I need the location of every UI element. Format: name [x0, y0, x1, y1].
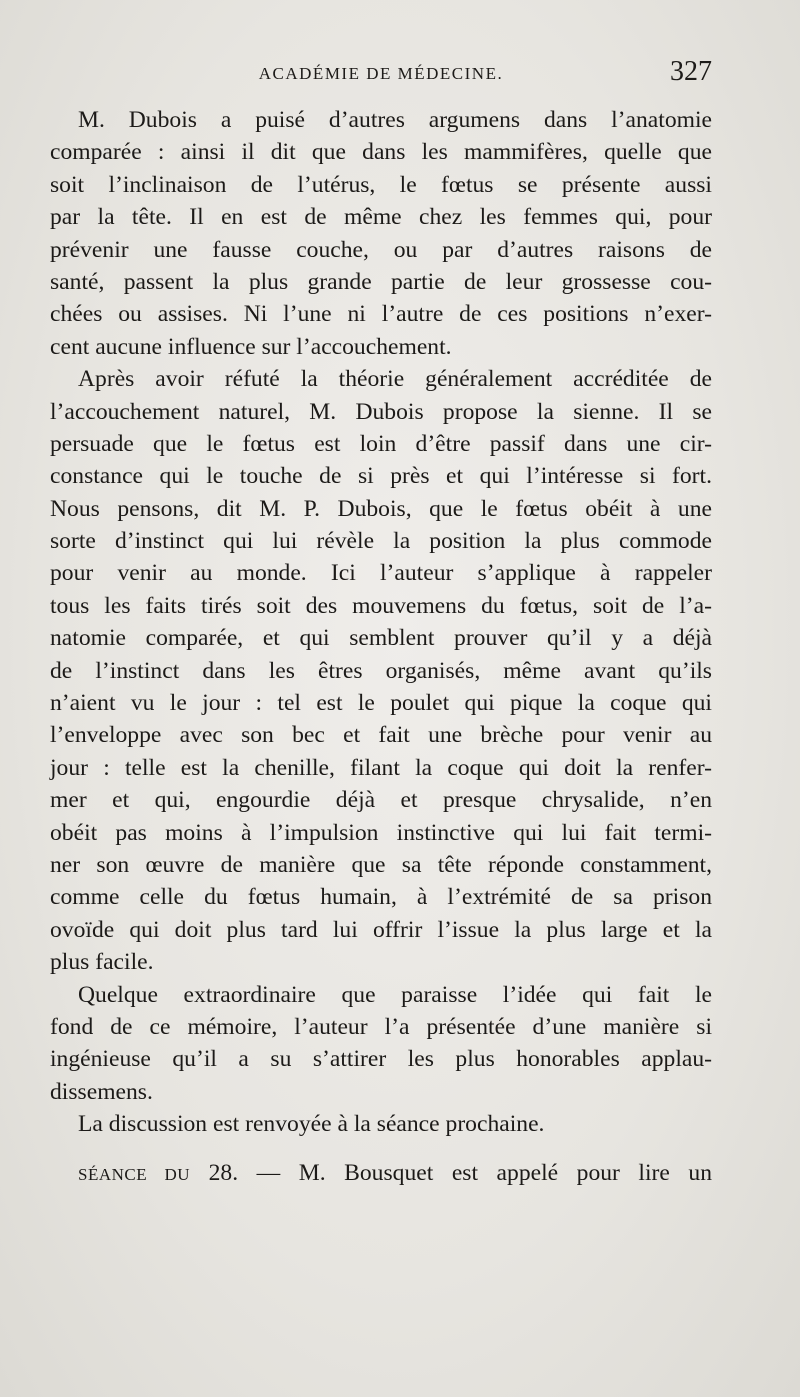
text-line: ingénieuse qu’il a su s’attirer les plus honorables applau- — [50, 1046, 712, 1073]
text-line: par la tête. Il en est de même chez les femmes qui, pour — [50, 204, 712, 231]
text-line: jour : telle est la chenille, filant la coque qui doit la renfer- — [50, 754, 712, 781]
page-number: 327 — [670, 56, 712, 87]
section-gap — [50, 1141, 712, 1157]
paragraph-2 — [50, 363, 712, 978]
line-rest: 28. — M. Bousquet est appelé pour lire un — [190, 1159, 712, 1186]
text-line: tous les faits tirés soit des mouvemens du fœtus, soit de l’a- — [50, 592, 712, 619]
text-line: comme celle du fœtus humain, à l’extrémité de sa prison — [50, 884, 712, 911]
text-line: constance qui le touche de si près et qui l’intéresse si fort. — [50, 463, 712, 490]
text-line: ner son œuvre de manière que sa tête réponde constamment, — [50, 851, 712, 878]
paragraph-3 — [50, 979, 712, 1109]
text-line: santé, passent la plus grande partie de leur grossesse cou- — [50, 268, 712, 295]
text-line: persuade que le fœtus est loin d’être passif dans une cir- — [50, 430, 712, 457]
text-line: Quelque extraordinaire que paraisse l’idée qui fait le — [78, 981, 712, 1008]
text-line: l’accouchement naturel, M. Dubois propose la sienne. Il se — [50, 398, 712, 425]
text-line: n’aient vu le jour : tel est le poulet qui pique la coque qui — [50, 690, 712, 717]
paragraph-seance — [50, 1157, 712, 1189]
running-title: ACADÉMIE DE MÉDECINE. — [258, 64, 504, 83]
page-header — [50, 58, 712, 90]
text-line: de l’instinct dans les êtres organisés, même avant qu’ils — [50, 657, 712, 684]
text-line: comparée : ainsi il dit que dans les mammifères, quelle que — [50, 139, 712, 166]
text-line: mer et qui, engourdie déjà et presque chrysalide, n’en — [50, 787, 712, 814]
text-line: La discussion est renvoyée à la séance prochaine. — [78, 1111, 545, 1138]
text-line: soit l’inclinaison de l’utérus, le fœtus se présente aussi — [50, 171, 712, 198]
text-line: Nous pensons, dit M. P. Dubois, que le fœtus obéit à une — [50, 495, 712, 522]
text-line: sorte d’instinct qui lui révèle la position la plus commode — [50, 528, 712, 555]
paragraph-1 — [50, 104, 712, 363]
text-line: cent aucune influence sur l’accouchement. — [50, 333, 452, 360]
text-line — [50, 1157, 712, 1189]
text-body — [50, 104, 712, 1189]
text-line: natomie comparée, et qui semblent prouver qu’il y a déjà — [50, 625, 712, 652]
text-line: obéit pas moins à l’impulsion instinctive qui lui fait termi- — [50, 819, 712, 846]
text-line: ovoïde qui doit plus tard lui offrir l’issue la plus large et la — [50, 916, 712, 943]
paragraph-4 — [50, 1108, 712, 1140]
text-line: l’enveloppe avec son bec et fait une brèche pour venir au — [50, 722, 712, 749]
text-line: dissemens. — [50, 1078, 153, 1105]
text-line: M. Dubois a puisé d’autres argumens dans l’anatomie — [78, 107, 712, 133]
text-line: fond de ce mémoire, l’auteur l’a présentée d’une manière si — [50, 1013, 712, 1040]
text-line: prévenir une fausse couche, ou par d’autres raisons de — [50, 236, 712, 263]
text-line: chées ou assises. Ni l’une ni l’autre de ces positions n’exer- — [50, 301, 712, 328]
text-line: plus facile. — [50, 949, 154, 976]
smallcaps-lead: SÉANCE DU — [78, 1164, 191, 1184]
text-line: pour venir au monde. Ici l’auteur s’applique à rappeler — [50, 560, 712, 587]
text-line: Après avoir réfuté la théorie généralement accréditée de — [78, 366, 712, 393]
